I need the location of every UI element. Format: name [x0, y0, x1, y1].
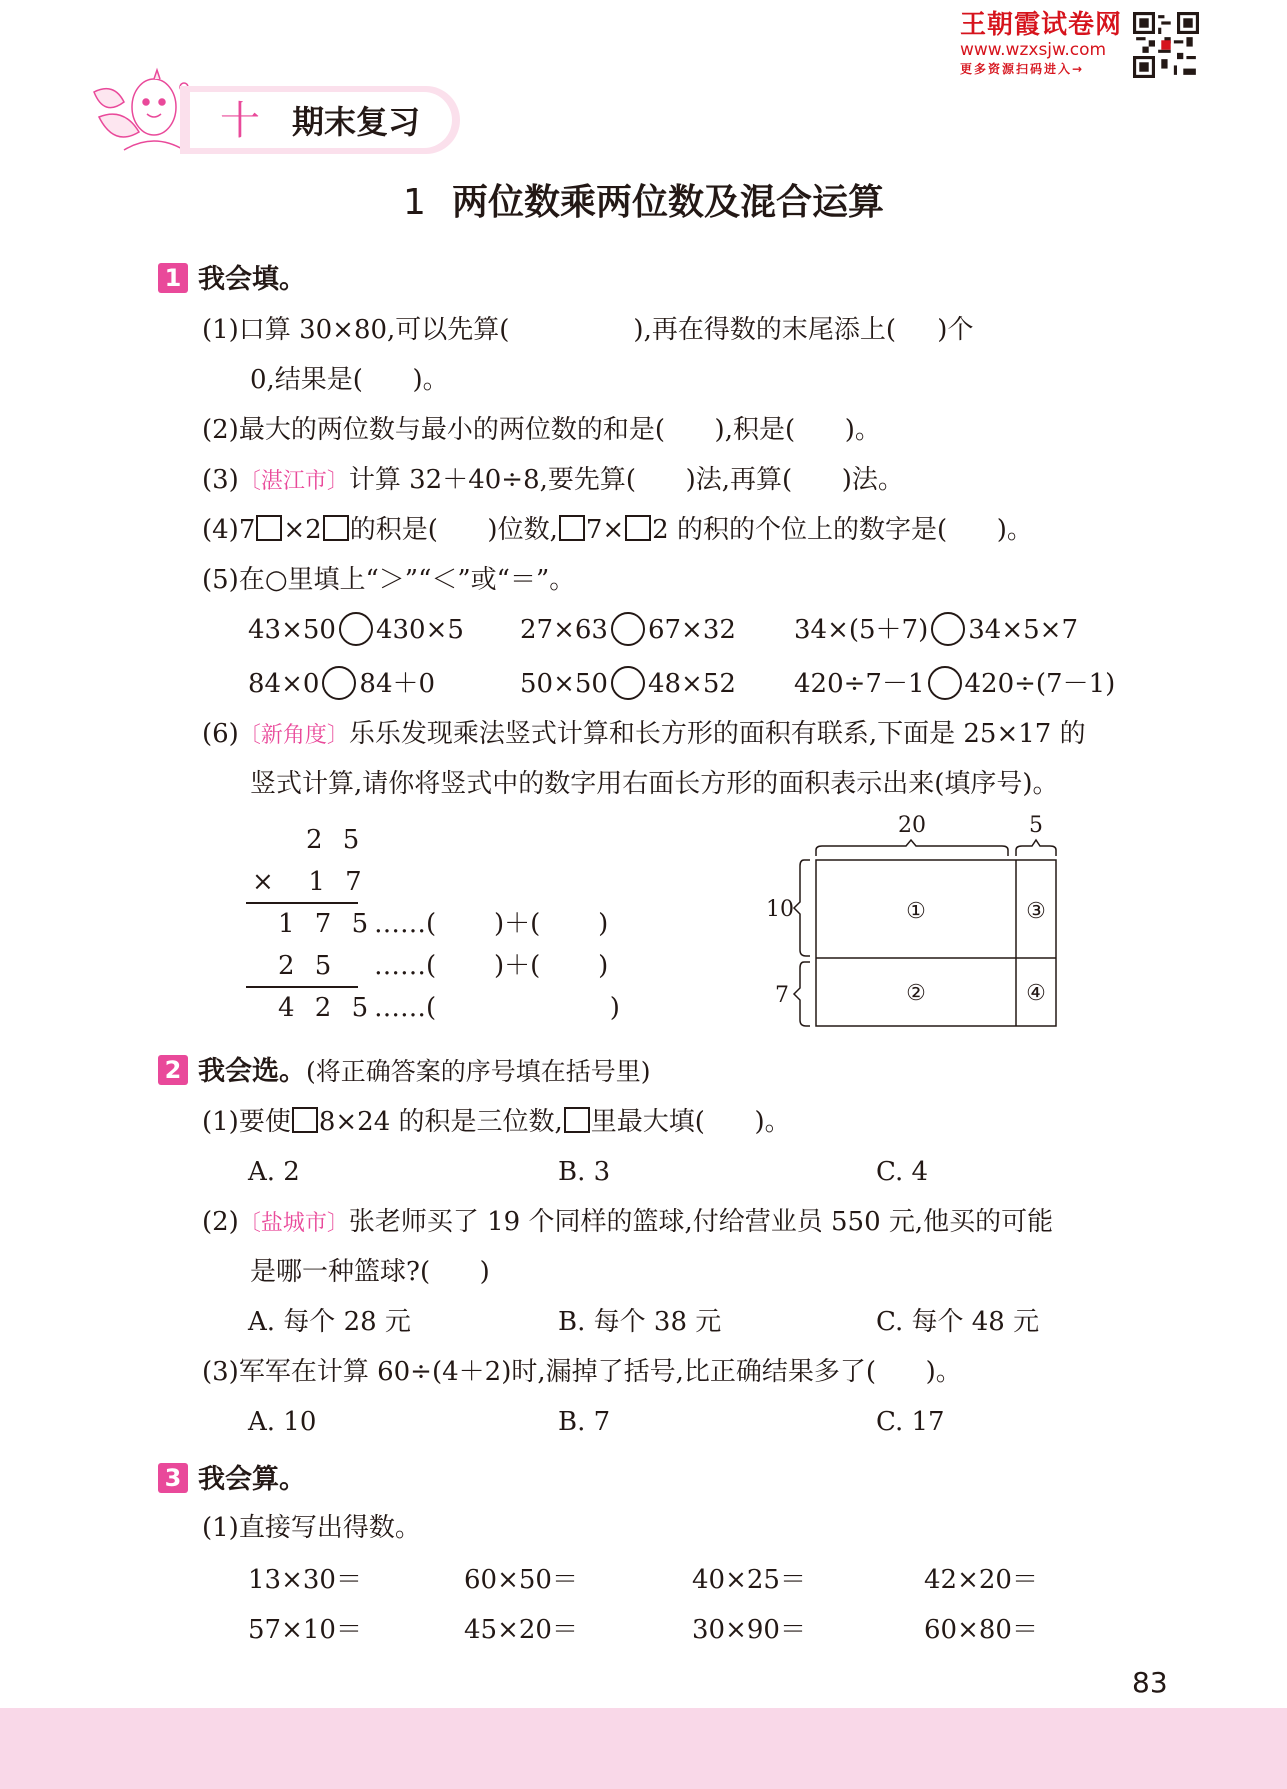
blank-square-icon [292, 1107, 318, 1133]
calc-item[interactable]: 45×20＝ [464, 1615, 578, 1645]
q1-part4-e: 2 的积的个位上的数字是( )。 [652, 515, 1033, 545]
compare-item [794, 612, 1078, 648]
compare-circle-icon[interactable] [611, 612, 645, 646]
compare-item [520, 612, 736, 648]
vertical-answer-3: ……( )＋( ) [374, 909, 609, 939]
compare-right: 420÷(7－1) [964, 669, 1116, 699]
section-title-text: 两位数乘两位数及混合运算 [451, 182, 884, 223]
calc-item[interactable]: 60×80＝ [924, 1615, 1038, 1645]
brand-tagline: 更多资源扫码进入→ [960, 62, 1085, 76]
q1-part4-b: ×2 [283, 515, 322, 545]
q1-part1-line2: 0,结果是( )。 [250, 365, 449, 395]
q1-part4-c: 的积是( )位数, [349, 515, 558, 545]
question-1-title: 我会填。 [198, 264, 306, 295]
compare-item [248, 666, 435, 702]
q1-part3 [202, 462, 904, 500]
q1-part3-text: 计算 32＋40÷8,要先算( )法,再算( )法。 [348, 465, 904, 495]
blank-square-icon [564, 1107, 590, 1133]
question-3-badge: 3 [158, 1463, 188, 1493]
diagram-cell-1: ① [906, 899, 926, 924]
calc-item[interactable]: 60×50＝ [464, 1565, 578, 1595]
compare-left: 84×0 [248, 669, 320, 699]
q2-part2-line2: 是哪一种篮球?( ) [250, 1257, 490, 1287]
vertical-answer-4: ……( )＋( ) [374, 951, 609, 981]
vertical-row-4: 2 5 [278, 951, 338, 981]
q1-part4 [202, 512, 1033, 548]
compare-circle-icon[interactable] [931, 612, 965, 646]
chapter-title: 期末复习 [292, 103, 421, 141]
option-b[interactable]: B. 3 [558, 1157, 611, 1187]
option-b[interactable]: B. 每个 38 元 [558, 1307, 722, 1337]
calc-item[interactable]: 13×30＝ [248, 1565, 362, 1595]
chapter-number: 十 [220, 98, 260, 144]
diagram-cell-2: ② [906, 981, 926, 1006]
vertical-row-2: × 1 7 [252, 867, 368, 897]
option-a[interactable]: A. 每个 28 元 [248, 1307, 411, 1337]
compare-circle-icon[interactable] [928, 666, 962, 700]
question-2-subtitle: (将正确答案的序号填在括号里) [306, 1057, 651, 1086]
q2-part2-text: 张老师买了 19 个同样的篮球,付给营业员 550 元,他买的可能 [348, 1207, 1054, 1237]
blank-square-icon [625, 515, 651, 541]
compare-left: 50×50 [520, 669, 608, 699]
q1-part4-d: 7× [585, 515, 625, 545]
q1-part2: (2)最大的两位数与最小的两位数的和是( ),积是( )。 [202, 415, 881, 445]
q3-part1: (1)直接写出得数。 [202, 1513, 421, 1543]
compare-right: 48×52 [647, 669, 736, 699]
q2-part2-number: (2) [202, 1207, 239, 1237]
option-b[interactable]: B. 7 [558, 1407, 611, 1437]
question-2-title: 我会选。 [198, 1056, 306, 1087]
brand-header [960, 10, 1130, 78]
q1-part6-number: (6) [202, 719, 239, 749]
blank-square-icon [256, 515, 282, 541]
compare-item [520, 666, 736, 702]
diagram-label-5: 5 [1029, 813, 1043, 838]
blank-square-icon [559, 515, 585, 541]
question-1-badge: 1 [158, 263, 188, 293]
calc-item[interactable]: 40×25＝ [692, 1565, 806, 1595]
question-1-heading [158, 262, 306, 298]
compare-left: 43×50 [248, 615, 336, 645]
vertical-row-5: 4 2 5 [278, 993, 375, 1023]
q2-part3: (3)军军在计算 60÷(4＋2)时,漏掉了括号,比正确结果多了( )。 [202, 1357, 962, 1387]
compare-left: 420÷7－1 [794, 669, 925, 699]
q1-part1-line1: (1)口算 30×80,可以先算( ),再在得数的末尾添上( )个 [202, 315, 974, 345]
area-rectangle-diagram [766, 812, 1066, 1032]
section-number: 1 [403, 182, 426, 223]
calc-item[interactable]: 57×10＝ [248, 1615, 362, 1645]
region-tag-zhanjiang: 〔湛江市〕 [238, 469, 349, 494]
qr-code-icon[interactable] [1133, 12, 1199, 78]
section-title [0, 178, 1287, 228]
compare-left: 27×63 [520, 615, 608, 645]
q1-part6-line1 [202, 716, 1086, 754]
compare-right: 67×32 [647, 615, 736, 645]
brand-url[interactable]: www.wzxsjw.com [960, 40, 1107, 60]
option-c[interactable]: C. 4 [876, 1157, 929, 1187]
question-2-badge: 2 [158, 1055, 188, 1085]
vertical-divider [246, 986, 358, 988]
page-number: 83 [1132, 1666, 1168, 1699]
compare-circle-icon[interactable] [339, 612, 373, 646]
q1-part4-a: (4)7 [202, 515, 256, 545]
q1-part3-number: (3) [202, 465, 239, 495]
q2-part2-line1 [202, 1204, 1053, 1242]
q2-part1 [202, 1104, 791, 1140]
q2-part1-c: 里最大填( )。 [590, 1107, 791, 1137]
compare-right: 430×5 [375, 615, 464, 645]
diagram-label-7: 7 [775, 983, 789, 1008]
diagram-label-20: 20 [898, 813, 926, 838]
compare-item [794, 666, 1115, 702]
q1-part6-text: 乐乐发现乘法竖式计算和长方形的面积有联系,下面是 25×17 的 [348, 719, 1086, 749]
brand-name: 王朝霞试卷网 [960, 10, 1123, 40]
option-c[interactable]: C. 17 [876, 1407, 945, 1437]
q2-part1-a: (1)要使 [202, 1107, 291, 1137]
calc-item[interactable]: 30×90＝ [692, 1615, 806, 1645]
option-c[interactable]: C. 每个 48 元 [876, 1307, 1040, 1337]
compare-left: 34×(5＋7) [794, 615, 929, 645]
option-a[interactable]: A. 2 [248, 1157, 300, 1187]
region-tag-yancheng: 〔盐城市〕 [238, 1211, 349, 1236]
vertical-divider [246, 902, 358, 904]
diagram-label-10: 10 [766, 897, 794, 922]
option-a[interactable]: A. 10 [248, 1407, 317, 1437]
calc-item[interactable]: 42×20＝ [924, 1565, 1038, 1595]
footer-band [0, 1708, 1287, 1789]
question-3-heading [158, 1462, 306, 1498]
q1-part6-line2: 竖式计算,请你将竖式中的数字用右面长方形的面积表示出来(填序号)。 [250, 769, 1059, 799]
diagram-cell-3: ③ [1026, 899, 1046, 924]
question-2-heading [158, 1054, 651, 1090]
q1-part5: (5)在○里填上“＞”“＜”或“＝”。 [202, 565, 576, 595]
compare-right: 84＋0 [359, 669, 436, 699]
diagram-cell-4: ④ [1026, 981, 1046, 1006]
q2-part1-b: 8×24 的积是三位数, [318, 1107, 563, 1137]
vertical-answer-5: ……( ) [374, 993, 620, 1023]
vertical-row-1: 2 5 [306, 825, 366, 855]
tag-new-angle: 〔新角度〕 [238, 723, 349, 748]
compare-right: 34×5×7 [968, 615, 1078, 645]
question-3-title: 我会算。 [198, 1464, 306, 1495]
blank-square-icon [323, 515, 349, 541]
vertical-row-3: 1 7 5 [278, 909, 375, 939]
compare-circle-icon[interactable] [322, 666, 356, 700]
compare-item [248, 612, 464, 648]
compare-circle-icon[interactable] [611, 666, 645, 700]
